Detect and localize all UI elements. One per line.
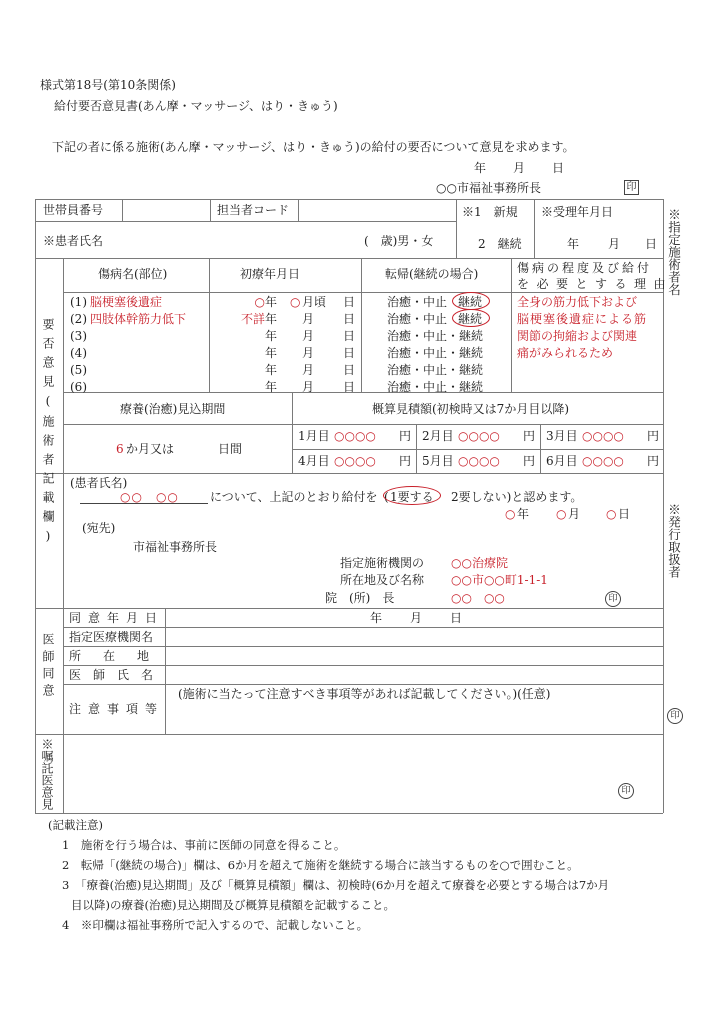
consent-date-label: 同意年月日	[69, 611, 165, 625]
rule	[35, 221, 456, 222]
period-days-label: 日間	[218, 442, 243, 456]
issuer-label: ※発行取扱者	[666, 503, 682, 578]
month-label: 1月目	[298, 429, 330, 443]
rule	[35, 199, 663, 200]
first-visit-month: 月	[302, 363, 315, 377]
doctor-section-label: 医師同意	[41, 633, 55, 701]
reason-line: 関節の拘縮および関連	[517, 329, 638, 343]
header-outcome: 転帰(継続の場合)	[385, 267, 479, 281]
facility-address: ○○市○○町1-1-1	[451, 573, 548, 587]
month-unit: 円	[399, 454, 412, 468]
note-item: 3 「療養(治癒)見込期間」及び「概算見積額」欄は、初検時(6か月を超えて療養を必要とする場合は7か月	[62, 878, 610, 892]
circled-selection-icon	[383, 486, 441, 505]
location-field[interactable]	[170, 650, 660, 664]
month-amount[interactable]: ○○○○	[458, 454, 500, 468]
month-label: 6月目	[546, 454, 578, 468]
period-header: 療養(治癒)見込期間	[120, 402, 226, 416]
first-visit-month: 月	[302, 329, 315, 343]
consent-month: 月	[410, 611, 423, 625]
rule	[292, 449, 663, 450]
note-item: 1 施術を行う場合は、事前に医師の同意を得ること。	[62, 838, 346, 852]
header-reason-2: を必要とする理由	[517, 277, 674, 291]
rule	[35, 813, 663, 814]
to-office: 市福祉事務所長	[133, 540, 218, 554]
declaration-month: 月	[568, 507, 581, 521]
new-label: ※1 新規	[462, 205, 518, 219]
rule	[63, 392, 663, 393]
month-unit: 円	[647, 454, 660, 468]
director-name: ○○ ○○	[451, 591, 505, 605]
consent-day: 日	[450, 611, 463, 625]
first-visit-year: 年	[265, 329, 278, 343]
received-date-label: ※受理年月日	[541, 205, 614, 219]
rule	[456, 199, 457, 258]
first-visit-day: 日	[343, 363, 356, 377]
rule	[35, 608, 663, 609]
location-label: 所在地	[69, 649, 172, 663]
continue-label: 2 継続	[478, 237, 522, 251]
month-amount[interactable]: ○○○○	[334, 454, 376, 468]
form-title: 給付要否意見書(あん摩・マッサージ、はり・きゅう)	[54, 99, 338, 113]
month-label: 3月目	[546, 429, 578, 443]
outcome-options: 治癒・中止・継続	[387, 329, 484, 343]
notes-hint: (施術に当たって注意すべき事項等があれば記載してください。)(任意)	[178, 687, 551, 701]
first-visit-month-value: ○	[290, 295, 301, 309]
first-visit-day: 日	[343, 295, 356, 309]
note-item: 4 ※印欄は福祉事務所で記入するので、記載しないこと。	[62, 918, 369, 932]
rule	[35, 473, 663, 474]
request-text: 下記の者に係る施術(あん摩・マッサージ、はり・きゅう)の給付の要否について意見を求めます。	[52, 140, 575, 154]
received-year: 年	[567, 237, 580, 251]
patient-name-caption: (患者氏名)	[70, 476, 128, 490]
rule	[63, 684, 663, 685]
period-months-value: 6	[116, 442, 124, 456]
note-item: 目以降)の療養(治癒)見込期間及び概算見積額を記載すること。	[71, 898, 395, 912]
household-number-label: 世帯員番号	[43, 203, 104, 217]
facility-label-2: 所在地及び名称	[340, 573, 425, 587]
month-unit: 円	[399, 429, 412, 443]
header-date-month: 月	[513, 161, 526, 175]
medical-institution-label: 指定医療機関名	[69, 630, 154, 644]
rule	[361, 258, 362, 392]
row-number: (1)	[70, 295, 87, 309]
outcome-options: 治癒・中止	[387, 295, 448, 309]
household-number-field[interactable]	[126, 201, 208, 219]
month-label: 5月目	[422, 454, 454, 468]
medical-institution-field[interactable]	[170, 631, 660, 645]
doctor-name-label: 医師氏名	[69, 668, 166, 682]
declaration-month-value: ○	[556, 507, 567, 521]
row-number: (5)	[70, 363, 87, 377]
rule	[298, 199, 299, 221]
first-visit-day: 日	[343, 329, 356, 343]
first-visit-year: 年	[265, 346, 278, 360]
facility-label-1: 指定施術機関の	[340, 556, 425, 570]
first-visit-year-value: 不詳	[240, 312, 265, 326]
month-amount[interactable]: ○○○○	[458, 429, 500, 443]
rule	[35, 199, 36, 813]
staff-code-label: 担当者コード	[217, 203, 290, 217]
row-number: (2)	[70, 312, 87, 326]
declaration-day-value: ○	[606, 507, 617, 521]
rule	[63, 258, 64, 813]
rule	[540, 424, 541, 473]
month-amount[interactable]: ○○○○	[582, 454, 624, 468]
doctor-name-field[interactable]	[170, 669, 660, 683]
rule	[122, 199, 123, 221]
rule	[663, 199, 664, 813]
month-unit: 円	[523, 454, 536, 468]
declaration-year: 年	[517, 507, 530, 521]
notes-label: 注意事項等	[69, 702, 165, 716]
rule	[511, 258, 512, 392]
disease-name: 脳梗塞後遺症	[90, 295, 163, 309]
month-unit: 円	[523, 429, 536, 443]
staff-code-field[interactable]	[302, 201, 454, 219]
declaration-day: 日	[618, 507, 631, 521]
option-required[interactable]: 1要する	[390, 490, 434, 504]
header-date-year: 年	[474, 161, 487, 175]
director-label: 院 (所) 長	[325, 591, 395, 605]
first-visit-year-value: ○	[254, 295, 265, 309]
rule	[210, 199, 211, 221]
row-number: (3)	[70, 329, 87, 343]
form-number: 様式第18号(第10条関係)	[40, 78, 176, 92]
first-visit-year: 年	[265, 380, 278, 394]
month-label: 2月目	[422, 429, 454, 443]
first-visit-month: 月	[302, 380, 315, 394]
rule	[63, 424, 663, 425]
circled-selection-icon	[452, 292, 490, 310]
patient-name-label: ※患者氏名	[43, 234, 104, 248]
first-visit-month: 月	[302, 312, 315, 326]
director-seal-icon: 印	[605, 591, 621, 607]
rule	[534, 199, 535, 258]
consent-year: 年	[370, 611, 383, 625]
reason-line: 痛がみられるため	[517, 346, 614, 360]
received-day: 日	[645, 237, 658, 251]
rule	[416, 424, 417, 473]
rule	[209, 258, 210, 392]
notes-title: (記載注意)	[48, 818, 103, 832]
declaration-text: について、上記のとおり給付を	[210, 490, 378, 504]
circled-selection-icon	[452, 309, 490, 327]
issuer-seal-icon: 印	[667, 708, 683, 724]
disease-name: 四肢体幹筋力低下	[90, 312, 187, 326]
received-month: 月	[608, 237, 621, 251]
header-date-day: 日	[552, 161, 565, 175]
reason-line: 脳梗塞後遺症による筋	[517, 312, 648, 326]
row-number: (4)	[70, 346, 87, 360]
opinion-section-label: 要否意見(施術者記載欄)	[41, 318, 55, 550]
header-disease: 傷病名(部位)	[98, 267, 168, 281]
header-reason-1: 傷病の程度及び給付	[517, 261, 653, 275]
reason-line: 全身の筋力低下および	[517, 295, 638, 309]
month-unit: 円	[647, 429, 660, 443]
patient-name-value[interactable]: ○○ ○○	[120, 490, 179, 504]
first-visit-day: 日	[343, 346, 356, 360]
first-visit-year: 年	[265, 363, 278, 377]
commissioned-doctor-label: ※嘱託医意見	[40, 738, 54, 810]
outcome-options: 治癒・中止・継続	[387, 346, 484, 360]
first-visit-year: 年	[265, 312, 278, 326]
to-label: (宛先)	[82, 521, 116, 535]
age-sex: ( 歳)男・女	[364, 234, 434, 248]
rule	[35, 258, 663, 259]
outcome-continue: 継続	[458, 312, 483, 326]
declaration-year-value: ○	[505, 507, 516, 521]
option-not-required[interactable]: 2要しない)と認めます。	[451, 490, 583, 504]
header-first-visit: 初療年月日	[240, 267, 301, 281]
note-item: 2 転帰「(継続の場合)」欄は、6か月を超えて施術を継続する場合に該当するものを○で囲むこと。	[62, 858, 579, 872]
first-visit-month: 月	[302, 346, 315, 360]
rule	[35, 734, 663, 735]
outcome-options: 治癒・中止・継続	[387, 380, 484, 394]
first-visit-month: 月頃	[302, 295, 327, 309]
rule	[63, 646, 663, 647]
period-months-label: か月又は	[126, 442, 175, 456]
month-label: 4月目	[298, 454, 330, 468]
addressee: ○○市福祉事務所長	[436, 181, 541, 195]
commissioned-seal-icon: 印	[618, 783, 634, 799]
commissioned-opinion-field[interactable]	[70, 740, 655, 808]
estimate-header: 概算見積額(初検時又は7か月目以降)	[372, 402, 569, 416]
row-number: (6)	[70, 380, 87, 394]
outcome-continue: 継続	[458, 295, 483, 309]
declaration-paren: (	[384, 490, 389, 504]
outcome-options: 治癒・中止	[387, 312, 448, 326]
rule	[63, 292, 663, 293]
practitioner-name-label: ※指定施術者名	[666, 208, 682, 296]
month-amount[interactable]: ○○○○	[334, 429, 376, 443]
first-visit-day: 日	[343, 380, 356, 394]
facility-name: ○○治療院	[451, 556, 508, 570]
first-visit-day: 日	[343, 312, 356, 326]
outcome-options: 治癒・中止・継続	[387, 363, 484, 377]
first-visit-year: 年	[265, 295, 278, 309]
rule	[63, 627, 663, 628]
month-amount[interactable]: ○○○○	[582, 429, 624, 443]
seal-icon: 印	[624, 180, 639, 195]
rule	[292, 392, 293, 473]
rule	[63, 665, 663, 666]
